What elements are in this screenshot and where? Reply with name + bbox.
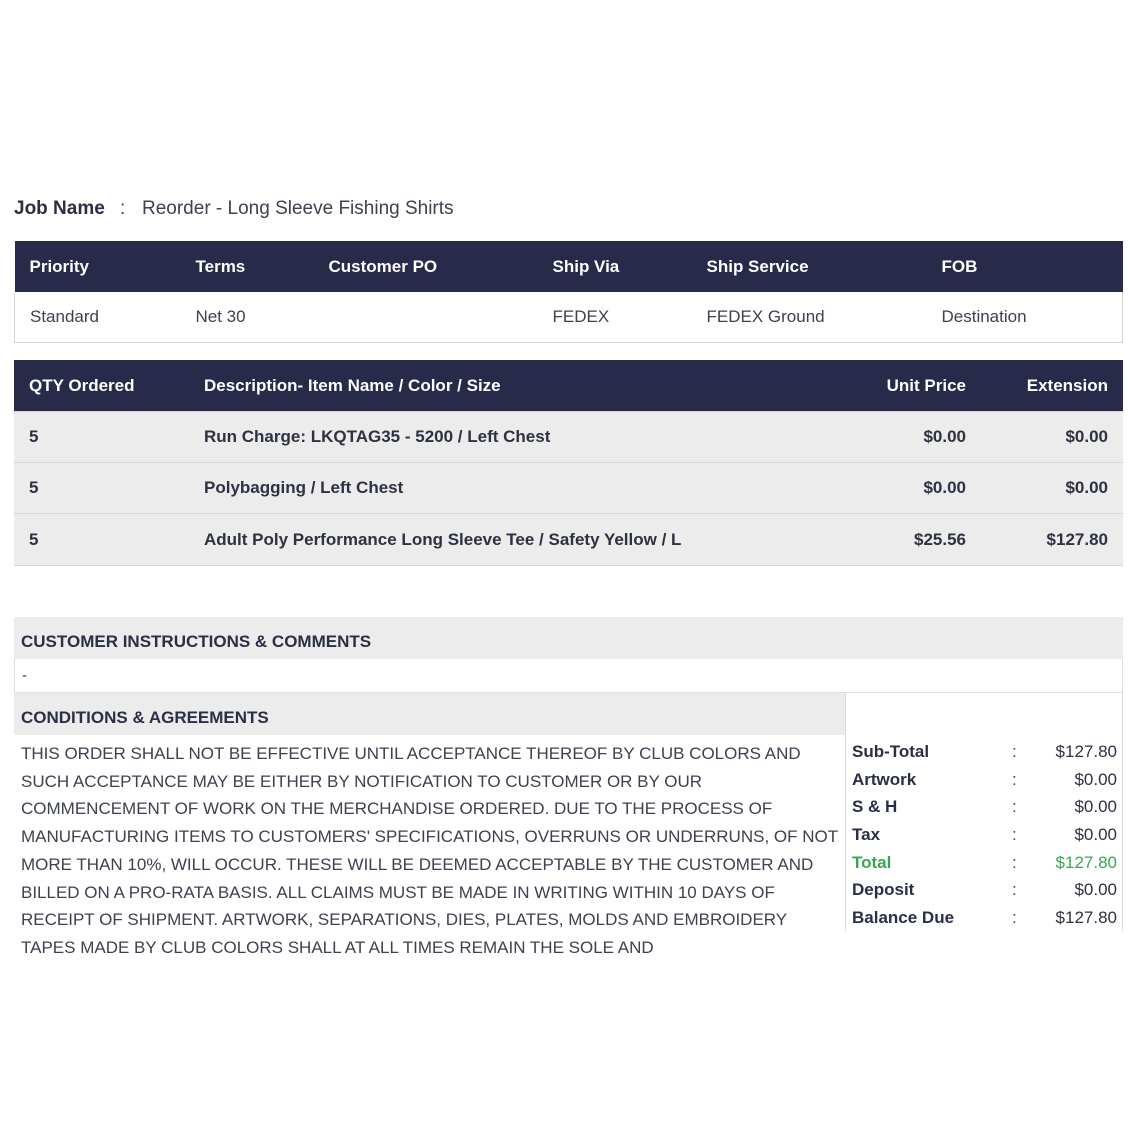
item-unit-price: $25.56 <box>841 514 981 566</box>
job-name-colon: : <box>120 198 126 219</box>
item-extension: $0.00 <box>981 463 1123 514</box>
instructions-title: CUSTOMER INSTRUCTIONS & COMMENTS <box>14 617 1123 659</box>
header-customer-po: Customer PO <box>314 241 538 292</box>
balance-due-row <box>846 904 1123 932</box>
header-fob: FOB <box>927 241 1123 292</box>
balance-due-value: $127.80 <box>1055 907 1117 927</box>
shipping-handling-label: S & H <box>852 797 898 817</box>
header-extension: Extension <box>981 360 1123 412</box>
subtotal-row <box>846 738 1123 766</box>
item-extension: $127.80 <box>981 514 1123 566</box>
header-ship-via: Ship Via <box>538 241 692 292</box>
item-unit-price: $0.00 <box>841 463 981 514</box>
totals-table <box>846 738 1123 932</box>
job-name-label: Job Name <box>14 198 105 219</box>
tax-colon: : <box>1012 824 1017 844</box>
customer-po-value <box>314 292 538 343</box>
table-row <box>14 463 1123 514</box>
fob-value: Destination <box>927 292 1123 343</box>
conditions-text: THIS ORDER SHALL NOT BE EFFECTIVE UNTIL ACCEPTANCE THEREOF BY CLUB COLORS AND SUCH ACCEPTANCE MAY BE EITHER BY NOTIFICATION TO CUSTOMER OR BY OUR COMMENCEMENT OF WORK ON THE MERCHANDISE ORDERED. DUE TO THE PROCESS OF MANUFACTURING ITEMS TO CUSTOMERS' SPECIFICATIONS, OVERRUNS OR UNDERRUNS, OF NOT MORE THAN 10%, WILL OCCUR. THESE WILL BE DEEMED ACCEPTABLE BY THE CUSTOMER AND BILLED ON A PRO-RATA BASIS. ALL CLAIMS MUST BE MADE IN WRITING WITHIN 10 DAYS OF RECEIPT OF SHIPMENT. ARTWORK, SEPARATIONS, DIES, PLATES, MOLDS AND EMBROIDERY TAPES MADE BY CLUB COLORS SHALL AT ALL TIMES REMAIN THE SOLE AND <box>21 744 838 957</box>
artwork-colon: : <box>1012 769 1017 789</box>
order-info-table <box>14 241 1123 343</box>
deposit-colon: : <box>1012 880 1017 900</box>
tax-label: Tax <box>852 824 881 844</box>
artwork-value: $0.00 <box>1074 769 1117 789</box>
tax-row <box>846 821 1123 849</box>
tax-value: $0.00 <box>1074 824 1117 844</box>
total-colon: : <box>1012 852 1017 872</box>
line-items-table <box>14 360 1123 566</box>
deposit-value: $0.00 <box>1074 880 1117 900</box>
subtotal-colon: : <box>1012 741 1017 761</box>
table-row <box>14 412 1123 463</box>
artwork-row <box>846 766 1123 794</box>
priority-value: Standard <box>15 292 181 343</box>
artwork-label: Artwork <box>852 769 917 789</box>
ship-service-value: FEDEX Ground <box>692 292 927 343</box>
balance-due-colon: : <box>1012 907 1017 927</box>
header-ship-service: Ship Service <box>692 241 927 292</box>
item-description: Run Charge: LKQTAG35 - 5200 / Left Chest <box>189 412 841 463</box>
shipping-handling-colon: : <box>1012 797 1017 817</box>
job-name-value: Reorder - Long Sleeve Fishing Shirts <box>142 198 454 219</box>
job-name-row <box>14 198 454 220</box>
totals-box <box>845 693 1123 931</box>
header-terms: Terms <box>181 241 314 292</box>
total-row <box>846 849 1123 877</box>
subtotal-value: $127.80 <box>1055 741 1117 761</box>
conditions-title: CONDITIONS & AGREEMENTS <box>14 693 846 735</box>
deposit-label: Deposit <box>852 880 915 900</box>
total-label: Total <box>852 852 892 872</box>
ship-via-value: FEDEX <box>538 292 692 343</box>
total-value: $127.80 <box>1055 852 1117 872</box>
terms-value: Net 30 <box>181 292 314 343</box>
table-row <box>14 514 1123 566</box>
instructions-text: - <box>14 659 1123 693</box>
item-qty: 5 <box>14 463 189 514</box>
header-qty-ordered: QTY Ordered <box>14 360 189 412</box>
shipping-handling-row <box>846 793 1123 821</box>
header-unit-price: Unit Price <box>841 360 981 412</box>
item-description: Polybagging / Left Chest <box>189 463 841 514</box>
subtotal-label: Sub-Total <box>852 741 930 761</box>
item-qty: 5 <box>14 514 189 566</box>
header-priority: Priority <box>15 241 181 292</box>
header-description: Description- Item Name / Color / Size <box>189 360 841 412</box>
deposit-row <box>846 876 1123 904</box>
item-description: Adult Poly Performance Long Sleeve Tee / Safety Yellow / L <box>189 514 841 566</box>
comments-and-totals-panel <box>14 617 1123 957</box>
item-unit-price: $0.00 <box>841 412 981 463</box>
shipping-handling-value: $0.00 <box>1074 797 1117 817</box>
item-extension: $0.00 <box>981 412 1123 463</box>
balance-due-label: Balance Due <box>852 907 955 927</box>
item-qty: 5 <box>14 412 189 463</box>
